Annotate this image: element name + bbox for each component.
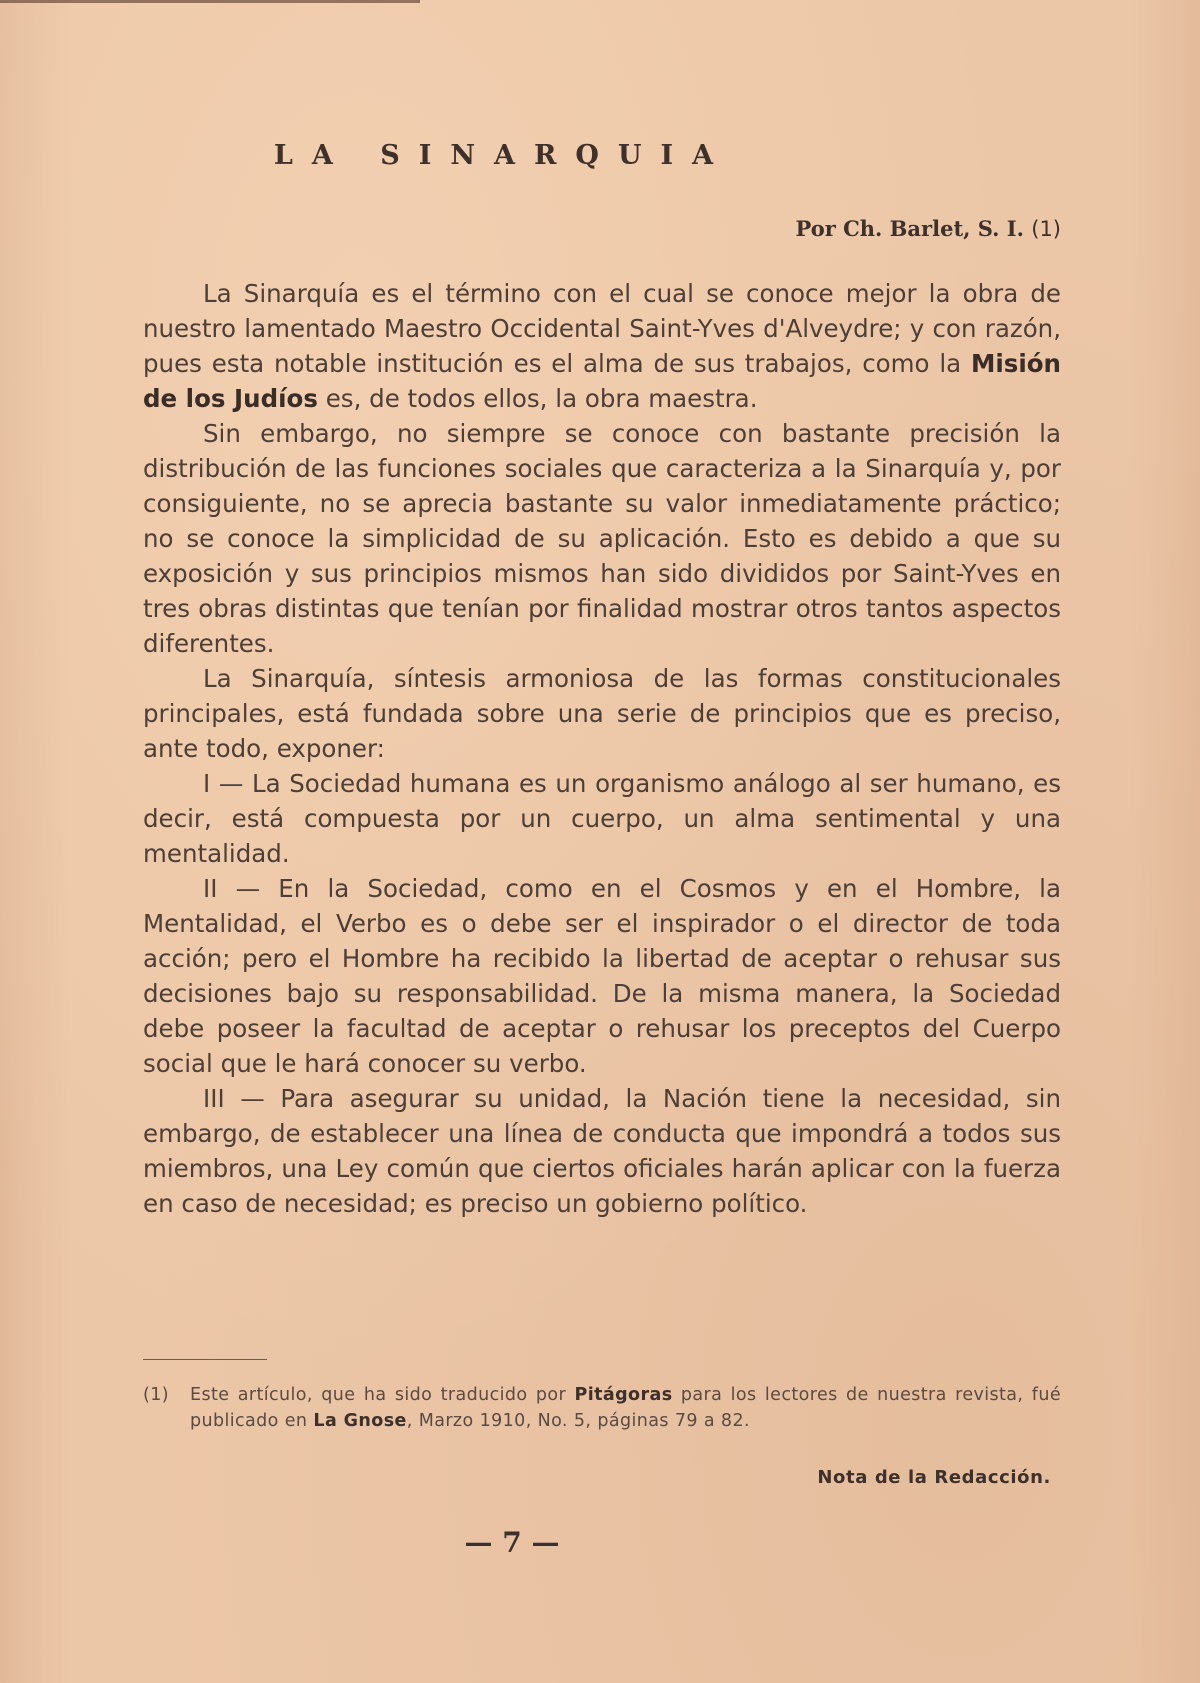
- principle-2: II — En la Sociedad, como en el Cosmos y en el Hombre, la Mentalidad, el Verbo es o debe ser el inspirador o el director de toda acción; pero el Hombre ha recibido la libertad de aceptar o rehusar sus decisiones bajo su responsabilidad. De la misma manera, la Sociedad debe poseer la facultad de aceptar o rehusar los preceptos del Cuerpo social que le hará conocer su verbo.: [143, 874, 1061, 1078]
- footnote-mark: (1): [143, 1385, 169, 1405]
- footnote-divider: [143, 1359, 267, 1360]
- footnote-text-b: para los lectores de nuestra revista, fué publicado en: [190, 1385, 1061, 1431]
- footnote-text-a: Este artículo, que ha sido traducido por: [190, 1385, 575, 1405]
- page-edge-mark: [0, 0, 420, 3]
- paragraph-1-text-b: es, de todos ellos, la obra maestra.: [317, 384, 758, 413]
- principle-3: III — Para asegurar su unidad, la Nación tiene la necesidad, sin embargo, de establecer una línea de conducta que impondrá a todos sus miembros, una Ley común que ciertos oficiales harán aplicar con la fuerza en caso de necesidad; es preciso un gobierno político.: [143, 1084, 1061, 1218]
- article-byline: [795, 216, 1061, 241]
- page-number: — 7 —: [464, 1526, 560, 1559]
- footnote-text-c: , Marzo 1910, No. 5, páginas 79 a 82.: [406, 1411, 750, 1431]
- paragraph-1: [143, 276, 1061, 416]
- footnote: [143, 1382, 1061, 1434]
- paragraph-2: Sin embargo, no siempre se conoce con bastante precisión la distribución de las funciones sociales que caracteriza a la Sinarquía y, por consiguiente, no se aprecia bastante su valor inmediatamente práctico; no se conoce la simplicidad de su aplicación. Esto es debido a que su exposición y sus principios mismos han sido divididos por Saint-Yves en tres obras distintas que tenían por finalidad mostrar otros tantos aspectos diferentes.: [143, 419, 1061, 658]
- paragraph-1-text-a: La Sinarquía es el término con el cual se conoce mejor la obra de nuestro lamentado Maestro Occidental Saint-Yves d'Alveydre; y con razón, pues esta notable institución es el alma de sus trabajos, como la: [143, 279, 1061, 378]
- principle-1: I — La Sociedad humana es un organismo análogo al ser humano, es decir, está compuesta por un cuerpo, un alma sentimental y una mentalidad.: [143, 769, 1061, 868]
- footnote-journal: La Gnose: [313, 1411, 407, 1431]
- article-body: [143, 276, 1061, 1221]
- paragraph-3: La Sinarquía, síntesis armoniosa de las formas constitucionales principales, está fundada sobre una serie de principios que es preciso, ante todo, exponer:: [143, 664, 1061, 763]
- editorial-note: Nota de la Redacción.: [817, 1467, 1051, 1488]
- footnote-text: [190, 1382, 1061, 1434]
- article-title: LA SINARQUIA: [273, 140, 733, 171]
- paragraph-1-bold-title: Misión de los Judíos: [143, 349, 1061, 413]
- footnote-reference[interactable]: (1): [1031, 217, 1061, 241]
- footnote-translator: Pitágoras: [574, 1385, 673, 1405]
- byline-author: Por Ch. Barlet, S. I.: [795, 216, 1024, 241]
